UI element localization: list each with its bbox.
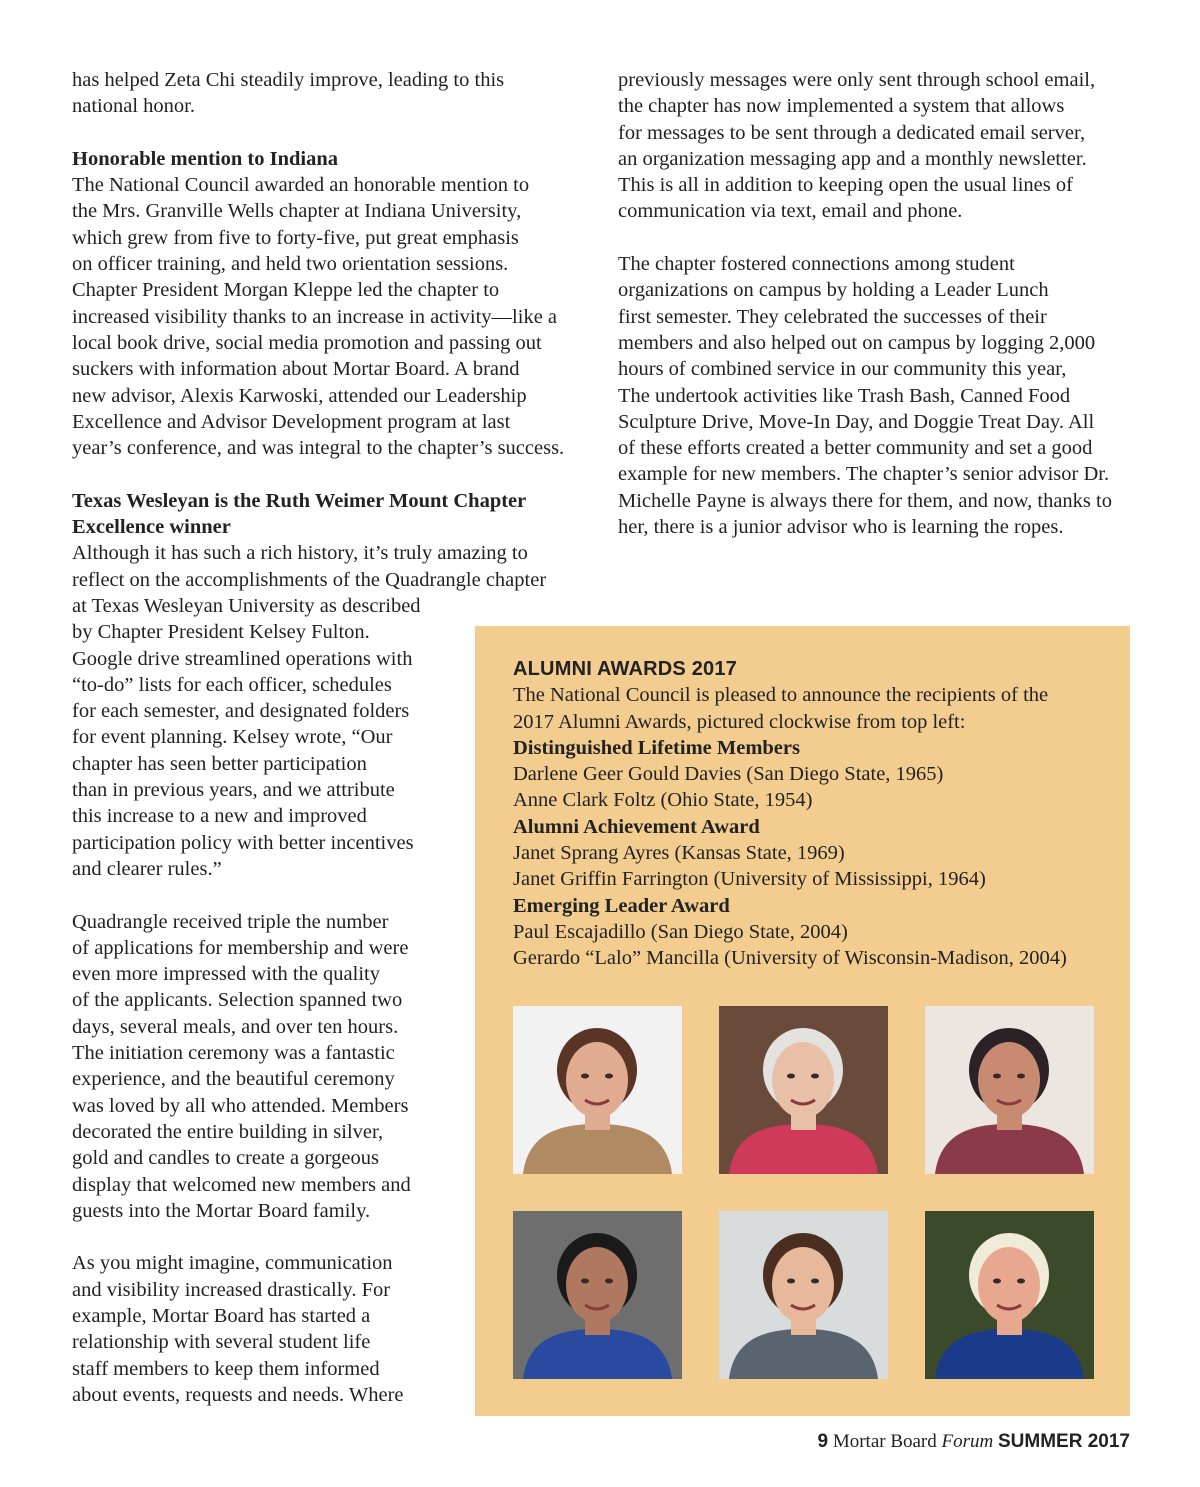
text-line: As you might imagine, communication (72, 1252, 393, 1275)
text-line: than in previous years, and we attribute (72, 779, 395, 802)
text-line: Janet Griffin Farrington (University of Mississippi, 1964) (513, 868, 986, 891)
section-heading: Emerging Leader Award (513, 894, 730, 917)
text-line: “to-do” lists for each officer, schedules (72, 673, 392, 696)
text-line: example for new members. The chapter’s senior advisor Dr. (618, 463, 1110, 486)
text-line: reflect on the accomplishments of the Quadrangle chapter (72, 568, 547, 591)
text-line: Darlene Geer Gould Davies (San Diego State, 1965) (513, 763, 944, 786)
page-number: 9 (817, 1431, 829, 1452)
text-line: participation policy with better incentives (72, 831, 414, 854)
text-line: guests into the Mortar Board family. (72, 1199, 371, 1222)
text-line: The initiation ceremony was a fantastic (72, 1042, 395, 1065)
section-heading: Texas Wesleyan is the Ruth Weimer Mount Chapter (72, 489, 527, 512)
text-line: decorated the entire building in silver, (72, 1120, 384, 1143)
text-line: by Chapter President Kelsey Fulton. (72, 621, 370, 644)
text-line: for messages to be sent through a dedicated email server, (618, 121, 1086, 144)
section-heading: Alumni Achievement Award (513, 815, 760, 838)
text-line: at Texas Wesleyan University as described (72, 595, 421, 617)
text-line: Although it has such a rich history, it’s truly amazing to (72, 542, 528, 565)
text-line: Janet Sprang Ayres (Kansas State, 1969) (513, 842, 845, 865)
text-line: previously messages were only sent through school email, (618, 69, 1096, 91)
text-line: Sculpture Drive, Move-In Day, and Doggie Treat Day. All (618, 410, 1095, 433)
photo-man-grey-suit (719, 1211, 888, 1379)
alumni-awards-box (475, 626, 1130, 1416)
text-line: organizations on campus by holding a Leader Lunch (618, 279, 1049, 302)
text-line: Michelle Payne is always there for them, and now, thanks to (618, 489, 1112, 512)
photo-woman-pink-jacket (719, 1006, 888, 1174)
text-line: of applications for membership and were (72, 936, 409, 959)
text-line: was loved by all who attended. Members (72, 1094, 409, 1117)
paragraph-gap (618, 225, 1138, 251)
photo-woman-brown-sweater (513, 1006, 682, 1174)
text-line: for event planning. Kelsey wrote, “Our (72, 726, 393, 749)
text-line: This is all in addition to keeping open the usual lines of (618, 174, 1073, 197)
text-line: The undertook activities like Trash Bash, Canned Food (618, 384, 1071, 407)
text-line: and visibility increased drastically. For (72, 1278, 391, 1301)
text-line: example, Mortar Board has started a (72, 1305, 371, 1328)
paragraph-gap (72, 461, 592, 487)
publication-forum: Forum (941, 1431, 994, 1452)
text-line: Chapter President Morgan Kleppe led the chapter to (72, 279, 500, 302)
section-heading: Honorable mention to Indiana (72, 147, 338, 170)
publication-name: Mortar Board (832, 1431, 937, 1452)
text-line: members and also helped out on campus by logging 2,000 (618, 331, 1096, 354)
text-line: staff members to keep them informed (72, 1357, 380, 1380)
text-line: Paul Escajadillo (San Diego State, 2004) (513, 920, 848, 943)
text-line: this increase to a new and improved (72, 805, 367, 828)
section-heading: Excellence winner (72, 516, 231, 539)
text-line: Quadrangle received triple the number (72, 910, 389, 933)
text-line: relationship with several student life (72, 1331, 371, 1354)
text-line: an organization messaging app and a monthly newsletter. (618, 147, 1087, 170)
paragraph-gap (72, 120, 592, 146)
text-line: for each semester, and designated folders (72, 700, 410, 723)
text-line: of the applicants. Selection spanned two (72, 989, 403, 1012)
text-line: national honor. (72, 95, 195, 118)
text-line: suckers with information about Mortar Board. A brand (72, 358, 520, 381)
text-line: the Mrs. Granville Wells chapter at Indiana University, (72, 200, 522, 223)
paragraph-gap (72, 882, 442, 908)
photo-man-blue-shirt (513, 1211, 682, 1379)
text-line: experience, and the beautiful ceremony (72, 1068, 395, 1091)
text-line: 2017 Alumni Awards, pictured clockwise from top left: (513, 710, 966, 733)
article-column-left-bottom (72, 593, 442, 1408)
paragraph-gap (72, 1224, 442, 1250)
text-line: hours of combined service in our community this year, (618, 358, 1067, 381)
photo-woman-dark-hair (925, 1006, 1094, 1174)
text-line: the chapter has now implemented a system that allows (618, 95, 1065, 118)
section-heading: Distinguished Lifetime Members (513, 736, 800, 759)
text-line: chapter has seen better participation (72, 752, 367, 775)
text-line: communication via text, email and phone. (618, 200, 963, 223)
text-line: her, there is a junior advisor who is learning the ropes. (618, 516, 1064, 539)
text-line: Gerardo “Lalo” Mancilla (University of Wisconsin-Madison, 2004) (513, 947, 1067, 970)
issue-label: SUMMER 2017 (998, 1431, 1130, 1452)
text-line: even more impressed with the quality (72, 963, 380, 986)
text-line: gold and candles to create a gorgeous (72, 1147, 380, 1170)
text-line: increased visibility thanks to an increase in activity—like a (72, 305, 558, 328)
text-line: days, several meals, and over ten hours. (72, 1015, 399, 1038)
article-column-left-top (72, 67, 592, 593)
text-line: on officer training, and held two orientation sessions. (72, 253, 509, 276)
text-line: The National Council awarded an honorable mention to (72, 174, 530, 197)
text-line: has helped Zeta Chi steadily improve, leading to this (72, 69, 505, 91)
text-line: local book drive, social media promotion and passing out (72, 331, 542, 354)
photo-woman-blonde (925, 1211, 1094, 1379)
text-line: first semester. They celebrated the successes of their (618, 305, 1047, 328)
text-line: about events, requests and needs. Where (72, 1383, 404, 1406)
text-line: Excellence and Advisor Development program at last (72, 410, 511, 433)
text-line: Anne Clark Foltz (Ohio State, 1954) (513, 789, 813, 812)
text-line: Google drive streamlined operations with (72, 647, 413, 670)
text-line: new advisor, Alexis Karwoski, attended our Leadership (72, 384, 527, 407)
text-line: The chapter fostered connections among student (618, 253, 1015, 276)
text-line: of these efforts created a better community and set a good (618, 437, 1093, 460)
text-line: display that welcomed new members and (72, 1173, 411, 1196)
text-line: year’s conference, and was integral to the chapter’s success. (72, 437, 565, 460)
text-line: which grew from five to forty-five, put great emphasis (72, 226, 519, 249)
alumni-awards-title: ALUMNI AWARDS 2017 (513, 658, 738, 680)
page-footer (817, 1430, 1130, 1454)
article-column-right (618, 67, 1138, 540)
text-line: and clearer rules.” (72, 857, 222, 880)
text-line: The National Council is pleased to announce the recipients of the (513, 684, 1049, 707)
